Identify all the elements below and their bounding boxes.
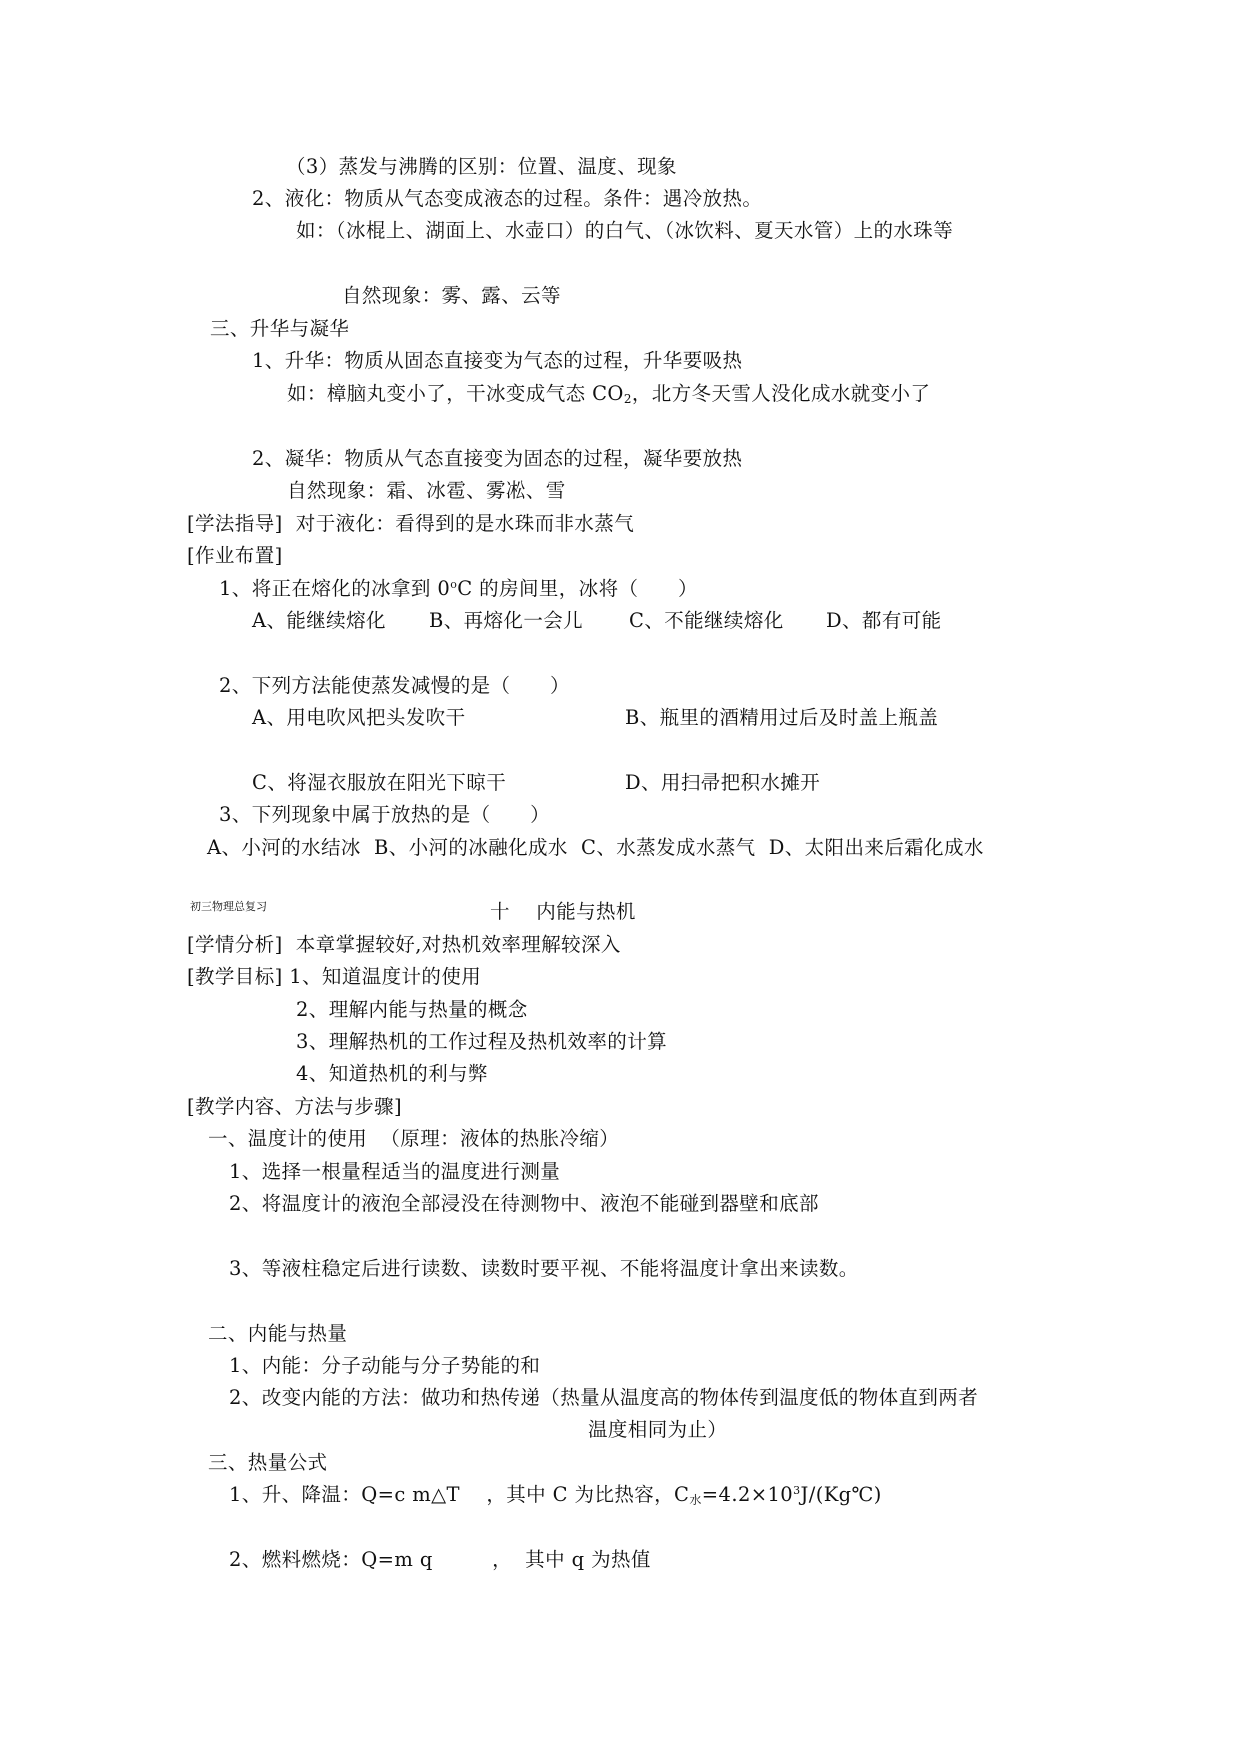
- section-heading: 二、内能与热量: [208, 1322, 348, 1345]
- superscript: o: [450, 578, 458, 591]
- text-segment: 1、将正在熔化的冰拿到 0: [219, 577, 451, 600]
- text-line: 2、理解内能与热量的概念: [296, 998, 528, 1021]
- section-heading: [教学目标] 1、知道温度计的使用: [187, 965, 482, 988]
- text-line: 2、将温度计的液泡全部浸没在待测物中、液泡不能碰到器壁和底部: [229, 1192, 819, 1215]
- answer-options: A、小河的水结冰 B、小河的冰融化成水 C、水蒸发成水蒸气 D、太阳出来后霜化成水: [207, 836, 984, 859]
- page-header: 初三物理总复习: [190, 900, 267, 913]
- answer-option: D、用扫帚把积水摊开: [625, 771, 821, 794]
- section-heading: 三、升华与凝华: [210, 317, 350, 340]
- question: 3、下列现象中属于放热的是（ ）: [219, 803, 550, 826]
- text-line: 4、知道热机的利与弊: [296, 1062, 488, 1085]
- text-line: 温度相同为止）: [588, 1418, 728, 1441]
- answer-option: C、将湿衣服放在阳光下晾干: [252, 771, 507, 794]
- subscript: 2: [623, 392, 632, 406]
- section-heading: [作业布置]: [187, 544, 283, 567]
- answer-option: B、再熔化一会儿: [429, 609, 584, 632]
- section-heading: [教学内容、方法与步骤]: [187, 1095, 403, 1118]
- text-line: 2、液化：物质从气态变成液态的过程。条件：遇冷放热。: [252, 187, 763, 210]
- formula-line: 2、燃料燃烧：Q=m q ， 其中 q 为热值: [229, 1548, 651, 1571]
- text-line: 自然现象：霜、冰雹、雾凇、雪: [287, 479, 566, 502]
- answer-option: A、用电吹风把头发吹干: [252, 706, 466, 729]
- subscript: 水: [689, 1493, 702, 1507]
- text-line: [287, 382, 930, 406]
- text-line: 自然现象：雾、露、云等: [342, 284, 561, 307]
- text-segment: C 的房间里，冰将（ ）: [457, 577, 698, 600]
- section-heading: [学情分析] 本章掌握较好,对热机效率理解较深入: [187, 933, 621, 956]
- text-line: 3、理解热机的工作过程及热机效率的计算: [296, 1030, 668, 1053]
- answer-option: D、都有可能: [826, 609, 942, 632]
- formula-line: [229, 1483, 882, 1507]
- text-line: 1、升华：物质从固态直接变为气态的过程，升华要吸热: [252, 349, 743, 372]
- section-heading: 一、温度计的使用 （原理：液体的热胀冷缩）: [208, 1127, 620, 1150]
- text-line: 1、内能：分子动能与分子势能的和: [229, 1354, 541, 1377]
- answer-option: A、能继续熔化: [252, 609, 386, 632]
- answer-option: C、不能继续熔化: [629, 609, 784, 632]
- text-segment: J/(Kg℃): [800, 1483, 882, 1506]
- text-segment: =4.2×10: [701, 1483, 794, 1506]
- chapter-title: 十 内能与热机: [490, 900, 636, 923]
- text-line: 3、等液柱稳定后进行读数、读数时要平视、不能将温度计拿出来读数。: [229, 1257, 859, 1280]
- question: [219, 577, 698, 601]
- text-line: （3）蒸发与沸腾的区别：位置、温度、现象: [286, 155, 677, 178]
- superscript: 3: [793, 1484, 801, 1497]
- text-line: 2、凝华：物质从气态直接变为固态的过程，凝华要放热: [252, 447, 743, 470]
- section-heading: [学法指导] 对于液化：看得到的是水珠而非水蒸气: [187, 512, 635, 535]
- text-line: 2、改变内能的方法：做功和热传递（热量从温度高的物体传到温度低的物体直到两者: [229, 1386, 979, 1409]
- text-line: 如：（冰棍上、湖面上、水壶口）的白气、（冰饮料、夏天水管）上的水珠等: [296, 219, 954, 242]
- question: 2、下列方法能使蒸发减慢的是（ ）: [219, 674, 570, 697]
- text-segment: ，北方冬天雪人没化成水就变小了: [631, 382, 931, 405]
- section-heading: 三、热量公式: [208, 1451, 328, 1474]
- text-segment: 1、升、降温：Q=c m△T ，其中 C 为比热容，C: [229, 1483, 690, 1506]
- text-segment: 如：樟脑丸变小了，干冰变成气态 CO: [287, 382, 624, 405]
- answer-option: B、瓶里的酒精用过后及时盖上瓶盖: [625, 706, 939, 729]
- text-line: 1、选择一根量程适当的温度进行测量: [229, 1160, 561, 1183]
